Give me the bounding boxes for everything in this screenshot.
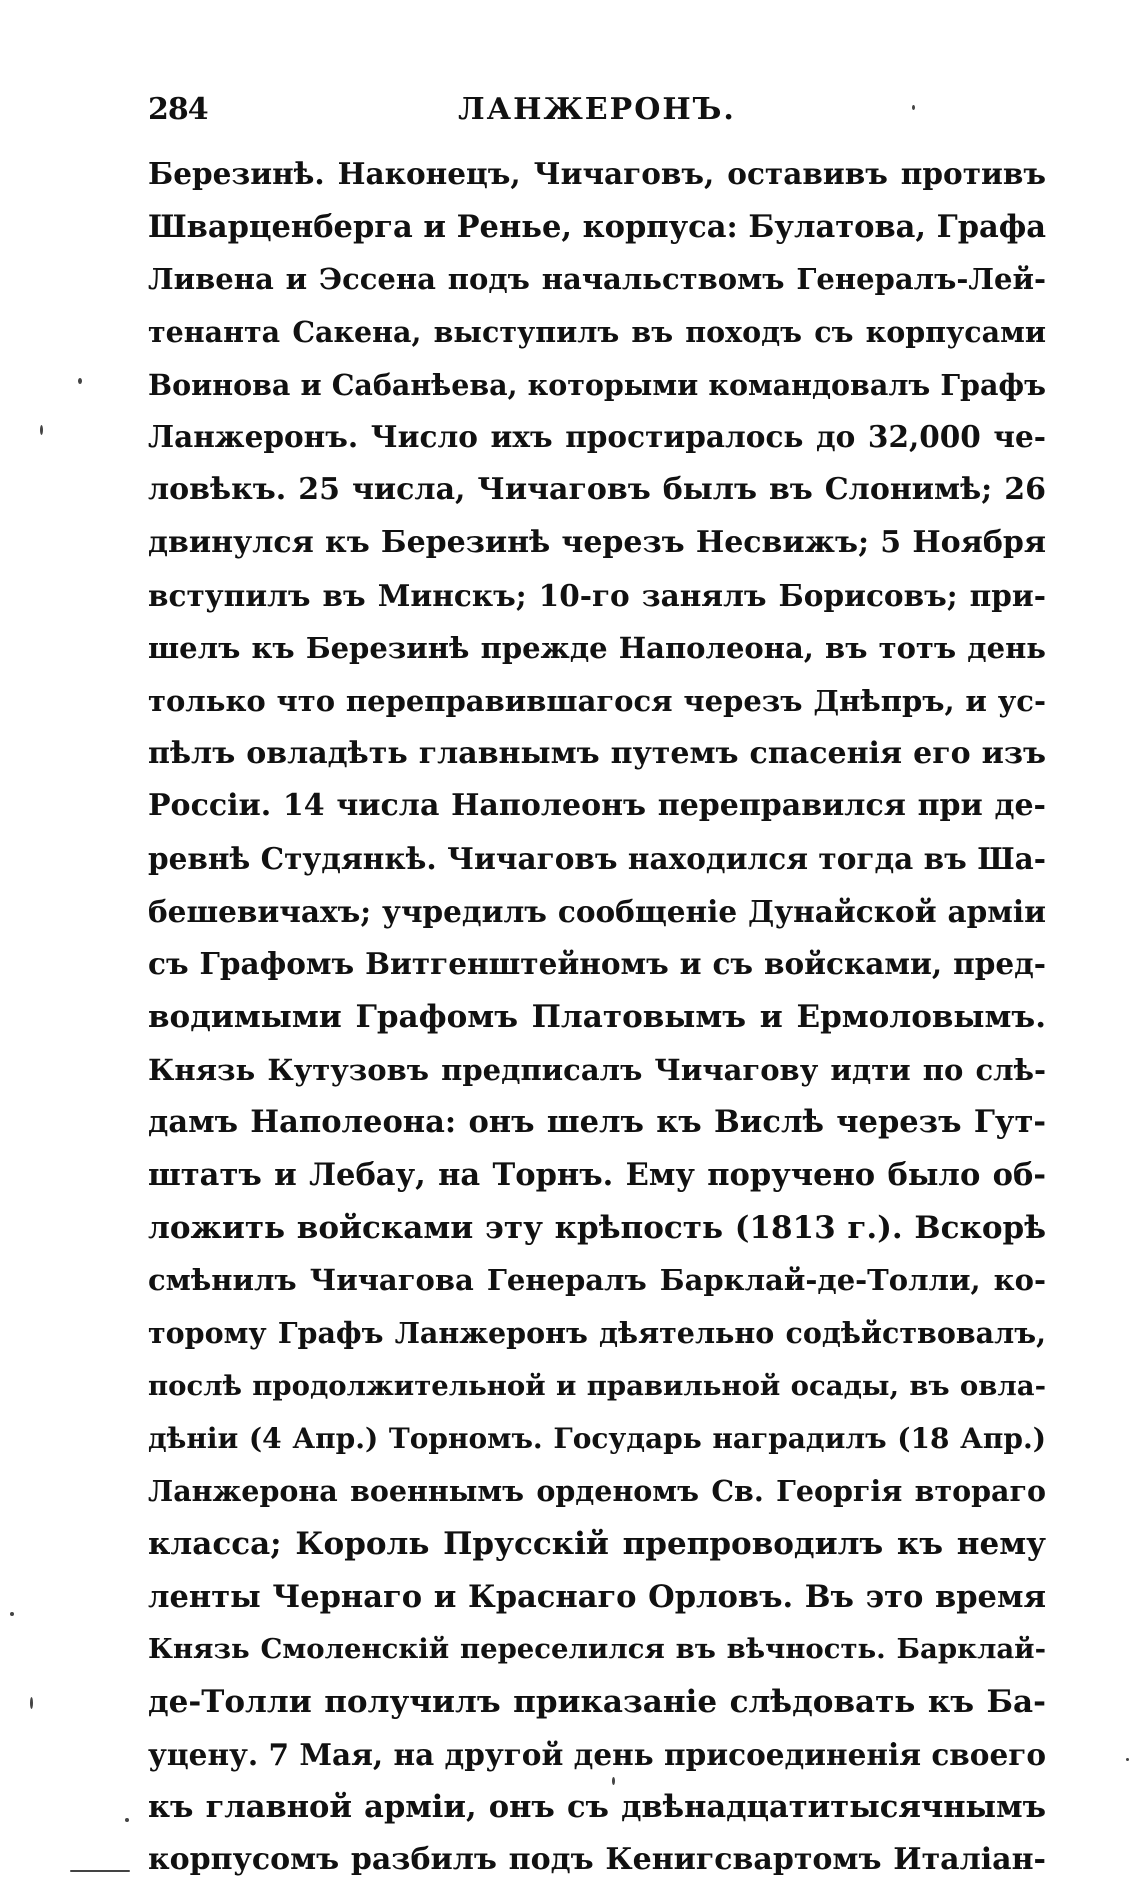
text-line: дѣніи (4 Апр.) Торномъ. Государь наградилъ (18 Апр.) xyxy=(148,1421,1046,1455)
text-line: Ланжеронъ. Число ихъ простиралось до 32,000 че- xyxy=(148,419,1046,455)
text-line: ложить войсками эту крѣпость (1813 г.). Вскорѣ xyxy=(148,1209,1046,1246)
text-line: Шварценберга и Ренье, корпуса: Булатова, Графа xyxy=(148,208,1046,245)
text-line: корпусомъ разбилъ подъ Кенигсвартомъ Италіан- xyxy=(148,1842,1046,1877)
text-line: тенанта Сакена, выступилъ въ походъ съ корпусами xyxy=(148,315,1046,350)
text-line: класса; Король Прусскій препроводилъ къ нему xyxy=(148,1525,1046,1562)
text-line: штатъ и Лебау, на Торнъ. Ему поручено было об- xyxy=(148,1157,1046,1194)
running-title: ЛАНЖЕРОНЪ. xyxy=(458,92,736,127)
text-line: Князь Кутузовъ предписалъ Чичагову идти по слѣ- xyxy=(148,1052,1046,1087)
scan-speck xyxy=(10,1612,14,1616)
text-line: смѣнилъ Чичагова Генералъ Барклай-де-Толли, ко- xyxy=(148,1263,1046,1298)
scan-speck xyxy=(70,1870,130,1872)
text-line: послѣ продолжительной и правильной осады, въ овла- xyxy=(148,1369,1046,1402)
scan-speck xyxy=(125,1818,129,1822)
page-number: 284 xyxy=(148,92,208,127)
scan-speck xyxy=(912,105,915,110)
text-line: де-Толли получилъ приказаніе слѣдовать къ Ба- xyxy=(148,1683,1046,1720)
text-line: бешевичахъ; учредилъ сообщеніе Дунайской арміи xyxy=(148,893,1046,929)
text-line: Воинова и Сабанѣева, которыми командовалъ Графъ xyxy=(148,367,1046,402)
text-line: уцену. 7 Мая, на другой день присоединенія своего xyxy=(148,1736,1046,1772)
text-line: ловѣкъ. 25 числа, Чичаговъ былъ въ Слонимѣ; 26 xyxy=(148,472,1046,508)
text-line: двинулся къ Березинѣ черезъ Несвижъ; 5 Ноября xyxy=(148,524,1046,560)
scan-speck xyxy=(30,1697,33,1709)
text-line: дамъ Наполеона: онъ шелъ къ Вислѣ черезъ Гут- xyxy=(148,1104,1046,1141)
running-head xyxy=(148,92,1046,132)
text-line: Ланжерона военнымъ орденомъ Св. Георгія втораго xyxy=(148,1474,1046,1509)
text-line: только что переправившагося черезъ Днѣпръ, и ус- xyxy=(148,683,1046,718)
text-line: Березинѣ. Наконецъ, Чичаговъ, оставивъ противъ xyxy=(148,156,1046,191)
text-line: шелъ къ Березинѣ прежде Наполеона, въ тотъ день xyxy=(148,631,1046,666)
text-line: Ливена и Эссена подъ начальствомъ Генералъ-Лей- xyxy=(148,262,1046,297)
text-line: съ Графомъ Витгенштейномъ и съ войсками, пред- xyxy=(148,946,1046,982)
body-text xyxy=(148,148,1046,1887)
text-line: Князь Смоленскій переселился въ вѣчность. Барклай- xyxy=(148,1633,1046,1666)
text-line: ленты Чернаго и Краснаго Орловъ. Въ это время xyxy=(148,1578,1046,1615)
scan-speck xyxy=(612,1777,615,1785)
text-line: къ главной арміи, онъ съ двѣнадцатитысячнымъ xyxy=(148,1789,1046,1826)
scan-speck xyxy=(1126,1758,1129,1761)
text-line: пѣлъ овладѣть главнымъ путемъ спасенія его изъ xyxy=(148,735,1046,771)
scan-speck xyxy=(40,425,43,435)
text-line: торому Графъ Ланжеронъ дѣятельно содѣйствовалъ, xyxy=(148,1316,1046,1351)
text-line: Россіи. 14 числа Наполеонъ переправился при де- xyxy=(148,788,1046,824)
text-line: ревнѣ Студянкѣ. Чичаговъ находился тогда въ Ша- xyxy=(148,840,1046,876)
text-line: водимыми Графомъ Платовымъ и Ермоловымъ. xyxy=(148,999,1046,1035)
text-line: вступилъ въ Минскъ; 10-го занялъ Борисовъ; при- xyxy=(148,577,1046,613)
scan-speck xyxy=(78,378,82,384)
